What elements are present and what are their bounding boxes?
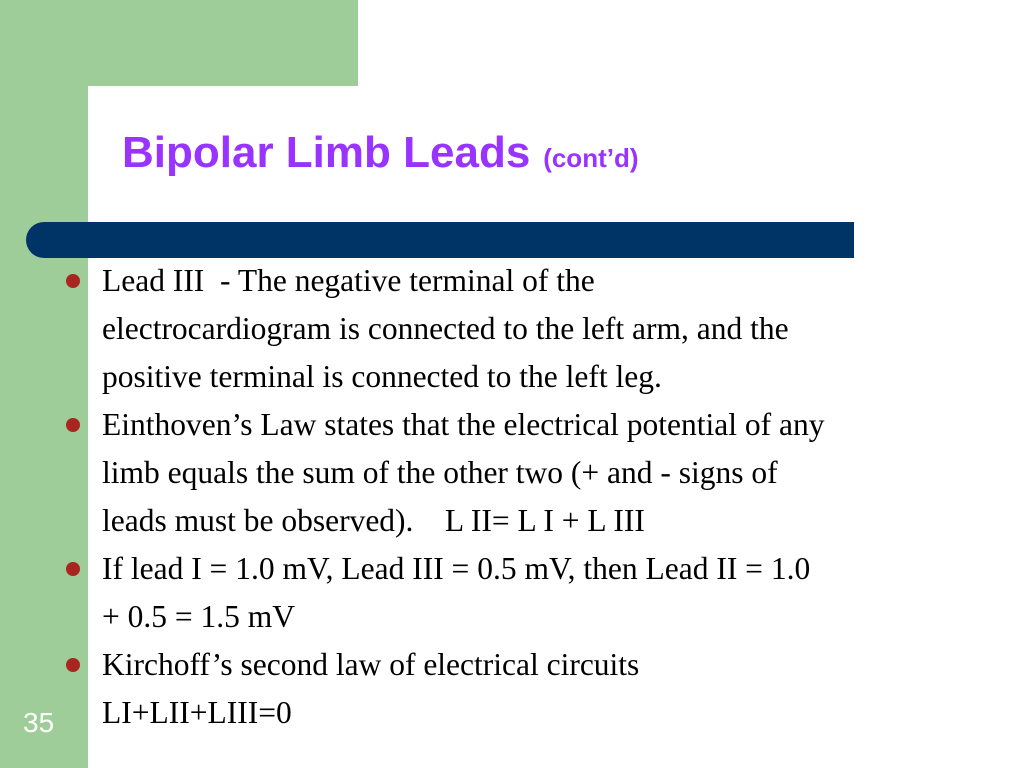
bullet-line: Lead III - The negative terminal of the [102, 263, 595, 298]
bullet-line: electrocardiogram is connected to the left arm, and the [102, 311, 789, 346]
bullet-line: leads must be observed). L II= L I + L III [102, 503, 645, 538]
bullet-line: Einthoven’s Law states that the electrical potential of any [102, 407, 825, 442]
bullet-line: + 0.5 = 1.5 mV [102, 599, 296, 634]
bullet-item-kirchoff-law [60, 641, 1016, 737]
bullet-list [60, 257, 1016, 737]
slide-title-suffix: (cont’d) [543, 143, 639, 173]
bullet-item-einthoven-law [60, 401, 1016, 545]
slide-title-main: Bipolar Limb Leads [122, 128, 531, 177]
bullet-dot-icon [66, 658, 80, 672]
slide-number: 35 [23, 707, 55, 738]
bullet-item-lead-iii [60, 257, 1016, 401]
slide-title [122, 128, 639, 178]
bullet-dot-icon [66, 418, 80, 432]
bullet-dot-icon [66, 562, 80, 576]
bullet-line: positive terminal is connected to the left leg. [102, 359, 662, 394]
green-top-band [0, 0, 358, 86]
bullet-line: Kirchoff’s second law of electrical circuits [102, 647, 640, 682]
bullet-line: limb equals the sum of the other two (+ and - signs of [102, 455, 778, 490]
title-underline-bar [26, 222, 854, 258]
bullet-dot-icon [66, 274, 80, 288]
bullet-line: If lead I = 1.0 mV, Lead III = 0.5 mV, then Lead II = 1.0 [102, 551, 811, 586]
bullet-item-lead-example [60, 545, 1016, 641]
bullet-line: LI+LII+LIII=0 [102, 695, 292, 730]
